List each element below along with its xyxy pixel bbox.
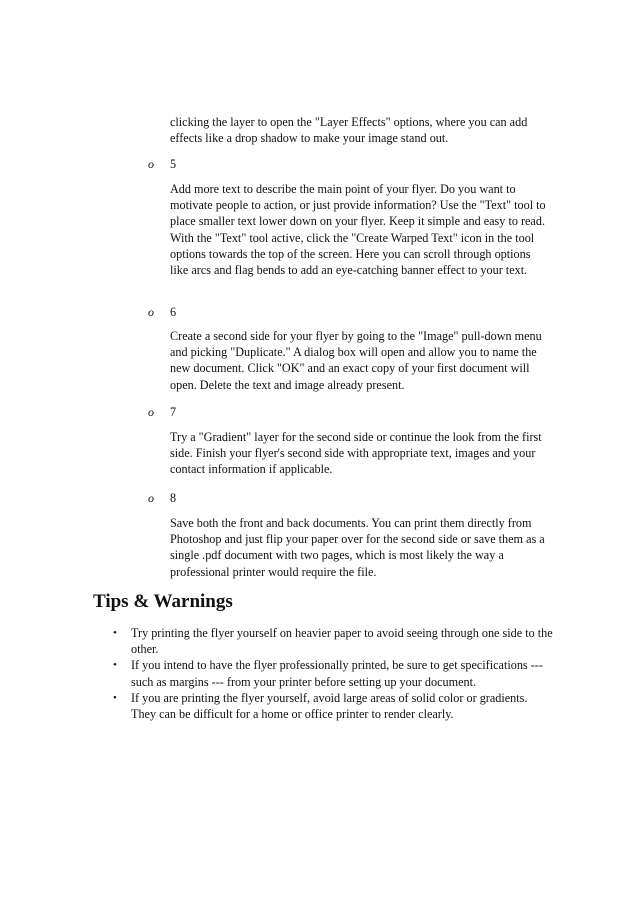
step-number: 8 [170,491,177,505]
step-number: 5 [170,157,177,171]
bullet-icon: • [113,691,117,704]
list-item [93,625,553,657]
step-5-text: Add more text to describe the main point of your flyer. Do you want to motivate people to action, or just provide information? Use the "Text" tool to place smaller text lower down on your flyer. Keep it simple and easy to read. With the "Text" tool active, click the "Create Warped Text" icon in the tool options towards the top of the screen. Here you can scroll through options like arcs and flag bends to add an eye-catching banner effect to your text. [170,182,546,278]
hollow-bullet-icon: o [148,157,154,171]
step-8-text: Save both the front and back documents. You can print them directly from Photoshop and just flip your paper over for the second side or save them as a single .pdf document with two pages, which is most likely the way a professional printer would require the file. [170,516,545,579]
tip-text: If you are printing the flyer yourself, avoid large areas of solid color or gradients. They can be difficult for a home or office printer to render clearly. [131,690,528,722]
step-number: 7 [170,405,177,419]
hollow-bullet-icon: o [148,405,154,419]
bullet-icon: • [113,627,117,639]
list-item [93,690,553,722]
step-number: 6 [170,305,177,319]
step-continuation-text: clicking the layer to open the "Layer Effects" options, where you can add effects like a drop shadow to make your image stand out. [170,115,528,146]
tip-text: Try printing the flyer yourself on heavier paper to avoid seeing through one side to the other. [131,626,553,657]
step-6-text: Create a second side for your flyer by going to the "Image" pull-down menu and picking "Duplicate." A dialog box will open and allow you to name the new document. Click "OK" and an exact copy of your first document will open. Delete the text and image already present. [170,329,542,392]
list-item [93,657,553,689]
tip-text: If you intend to have the flyer professionally printed, be sure to get specifications --- such as margins --- from your printer before setting up your document. [131,658,543,689]
step-7-text: Try a "Gradient" layer for the second side or continue the look from the first side. Finish your flyer's second side with appropriate text, images and your contact information if applicable. [170,430,542,477]
tips-warnings-heading: Tips & Warnings [93,591,233,612]
hollow-bullet-icon: o [148,305,154,319]
tips-list [93,625,553,722]
bullet-icon: • [113,659,117,672]
hollow-bullet-icon: o [148,491,154,505]
